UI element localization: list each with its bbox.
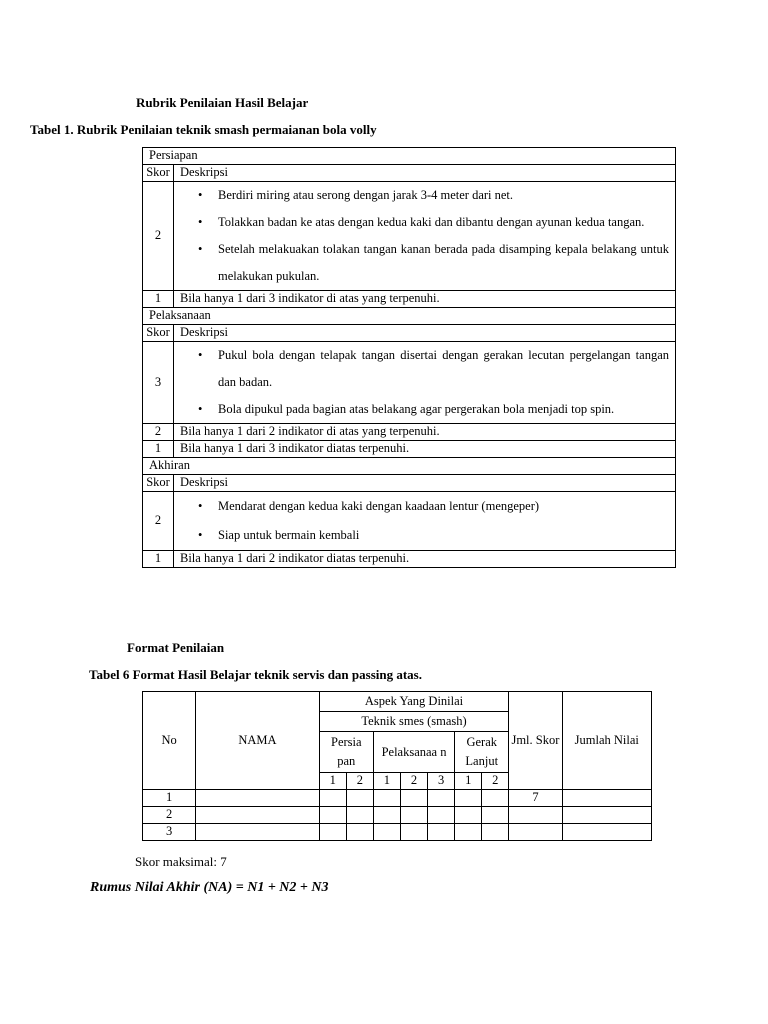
section-header-pelaksanaan: Pelaksanaan [143, 308, 676, 325]
table-row [143, 182, 676, 291]
table-row: 1 7 [143, 790, 652, 807]
column-header-row: Skor Deskripsi [143, 165, 676, 182]
table-row: 3 • Pukul bola dengan telapak tangan disertai dengan gerakan lecutan pergelangan tangan dan badan. • Bola dipukul pada bagian atas belakang agar pergerakan bola menjadi top spin. [143, 342, 676, 424]
sub-number: 2 [400, 773, 427, 790]
format-heading: Format Penilaian [127, 640, 225, 655]
formula: Rumus Nilai Akhir (NA) = N1 + N2 + N3 [90, 880, 329, 895]
skor-maksimal: Skor maksimal: 7 [135, 854, 227, 869]
list-item: • Bola dipukul pada bagian atas belakang agar pergerakan bola menjadi top spin. [174, 396, 669, 423]
list-item: • Setelah melakuakan tolakan tangan kanan berada pada disamping kepala belakang untuk melakukan pukulan. [174, 236, 669, 290]
column-header-row: Skor Deskripsi [143, 475, 676, 492]
gerak-lanjut-header: Gerak Lanjut [455, 732, 509, 773]
list-item: • Mendarat dengan kedua kaki dengan kaadaan lentur (mengeper) [174, 492, 669, 521]
list-item: • Tolakkan badan ke atas dengan kedua kaki dan dibantu dengan ayunan kedua tangan. [174, 209, 669, 236]
jml-skor-value: 7 [509, 790, 562, 807]
no-header: No [143, 692, 196, 790]
table-row: 2 [143, 807, 652, 824]
section-header-persiapan: Persiapan [143, 148, 676, 165]
jumlah-nilai-header: Jumlah Nilai [562, 692, 651, 790]
list-item: • Pukul bola dengan telapak tangan disertai dengan gerakan lecutan pergelangan tangan dan badan. [174, 342, 669, 396]
format-table [142, 691, 652, 841]
rubric-heading: Rubrik Penilaian Hasil Belajar [136, 95, 309, 110]
rubric-table [142, 147, 676, 568]
table-row: 2 Bila hanya 1 dari 2 indikator di atas yang terpenuhi. [143, 424, 676, 441]
pelaksanaan-header: Pelaksanaa n [373, 732, 454, 773]
sub-number: 3 [428, 773, 455, 790]
section-header-akhiran: Akhiran [143, 458, 676, 475]
jml-skor-header: Jml. Skor [509, 692, 562, 790]
aspek-header: Aspek Yang Dinilai [319, 692, 509, 712]
table-row: 2 • Mendarat dengan kedua kaki dengan kaadaan lentur (mengeper) • Siap untuk bermain kembali [143, 492, 676, 551]
sub-number: 2 [346, 773, 373, 790]
teknik-header: Teknik smes (smash) [319, 712, 509, 732]
sub-number: 2 [482, 773, 509, 790]
table6-caption: Tabel 6 Format Hasil Belajar teknik servis dan passing atas. [89, 667, 422, 682]
list-item: • Berdiri miring atau serong dengan jarak 3-4 meter dari net. [174, 182, 669, 209]
sub-number: 1 [319, 773, 346, 790]
score-cell: 2 [143, 182, 174, 291]
nama-header: NAMA [196, 692, 319, 790]
table-row: 1 Bila hanya 1 dari 3 indikator diatas terpenuhi. [143, 441, 676, 458]
table-row: 1 Bila hanya 1 dari 3 indikator di atas yang terpenuhi. [143, 291, 676, 308]
sub-number: 1 [373, 773, 400, 790]
table-row: 3 [143, 824, 652, 841]
persiapan-header: Persia pan [319, 732, 373, 773]
column-header-row: Skor Deskripsi [143, 325, 676, 342]
table-row: 1 Bila hanya 1 dari 2 indikator diatas terpenuhi. [143, 551, 676, 568]
table1-caption: Tabel 1. Rubrik Penilaian teknik smash permaianan bola volly [30, 122, 377, 137]
sub-number: 1 [455, 773, 482, 790]
list-item: • Siap untuk bermain kembali [174, 521, 669, 550]
